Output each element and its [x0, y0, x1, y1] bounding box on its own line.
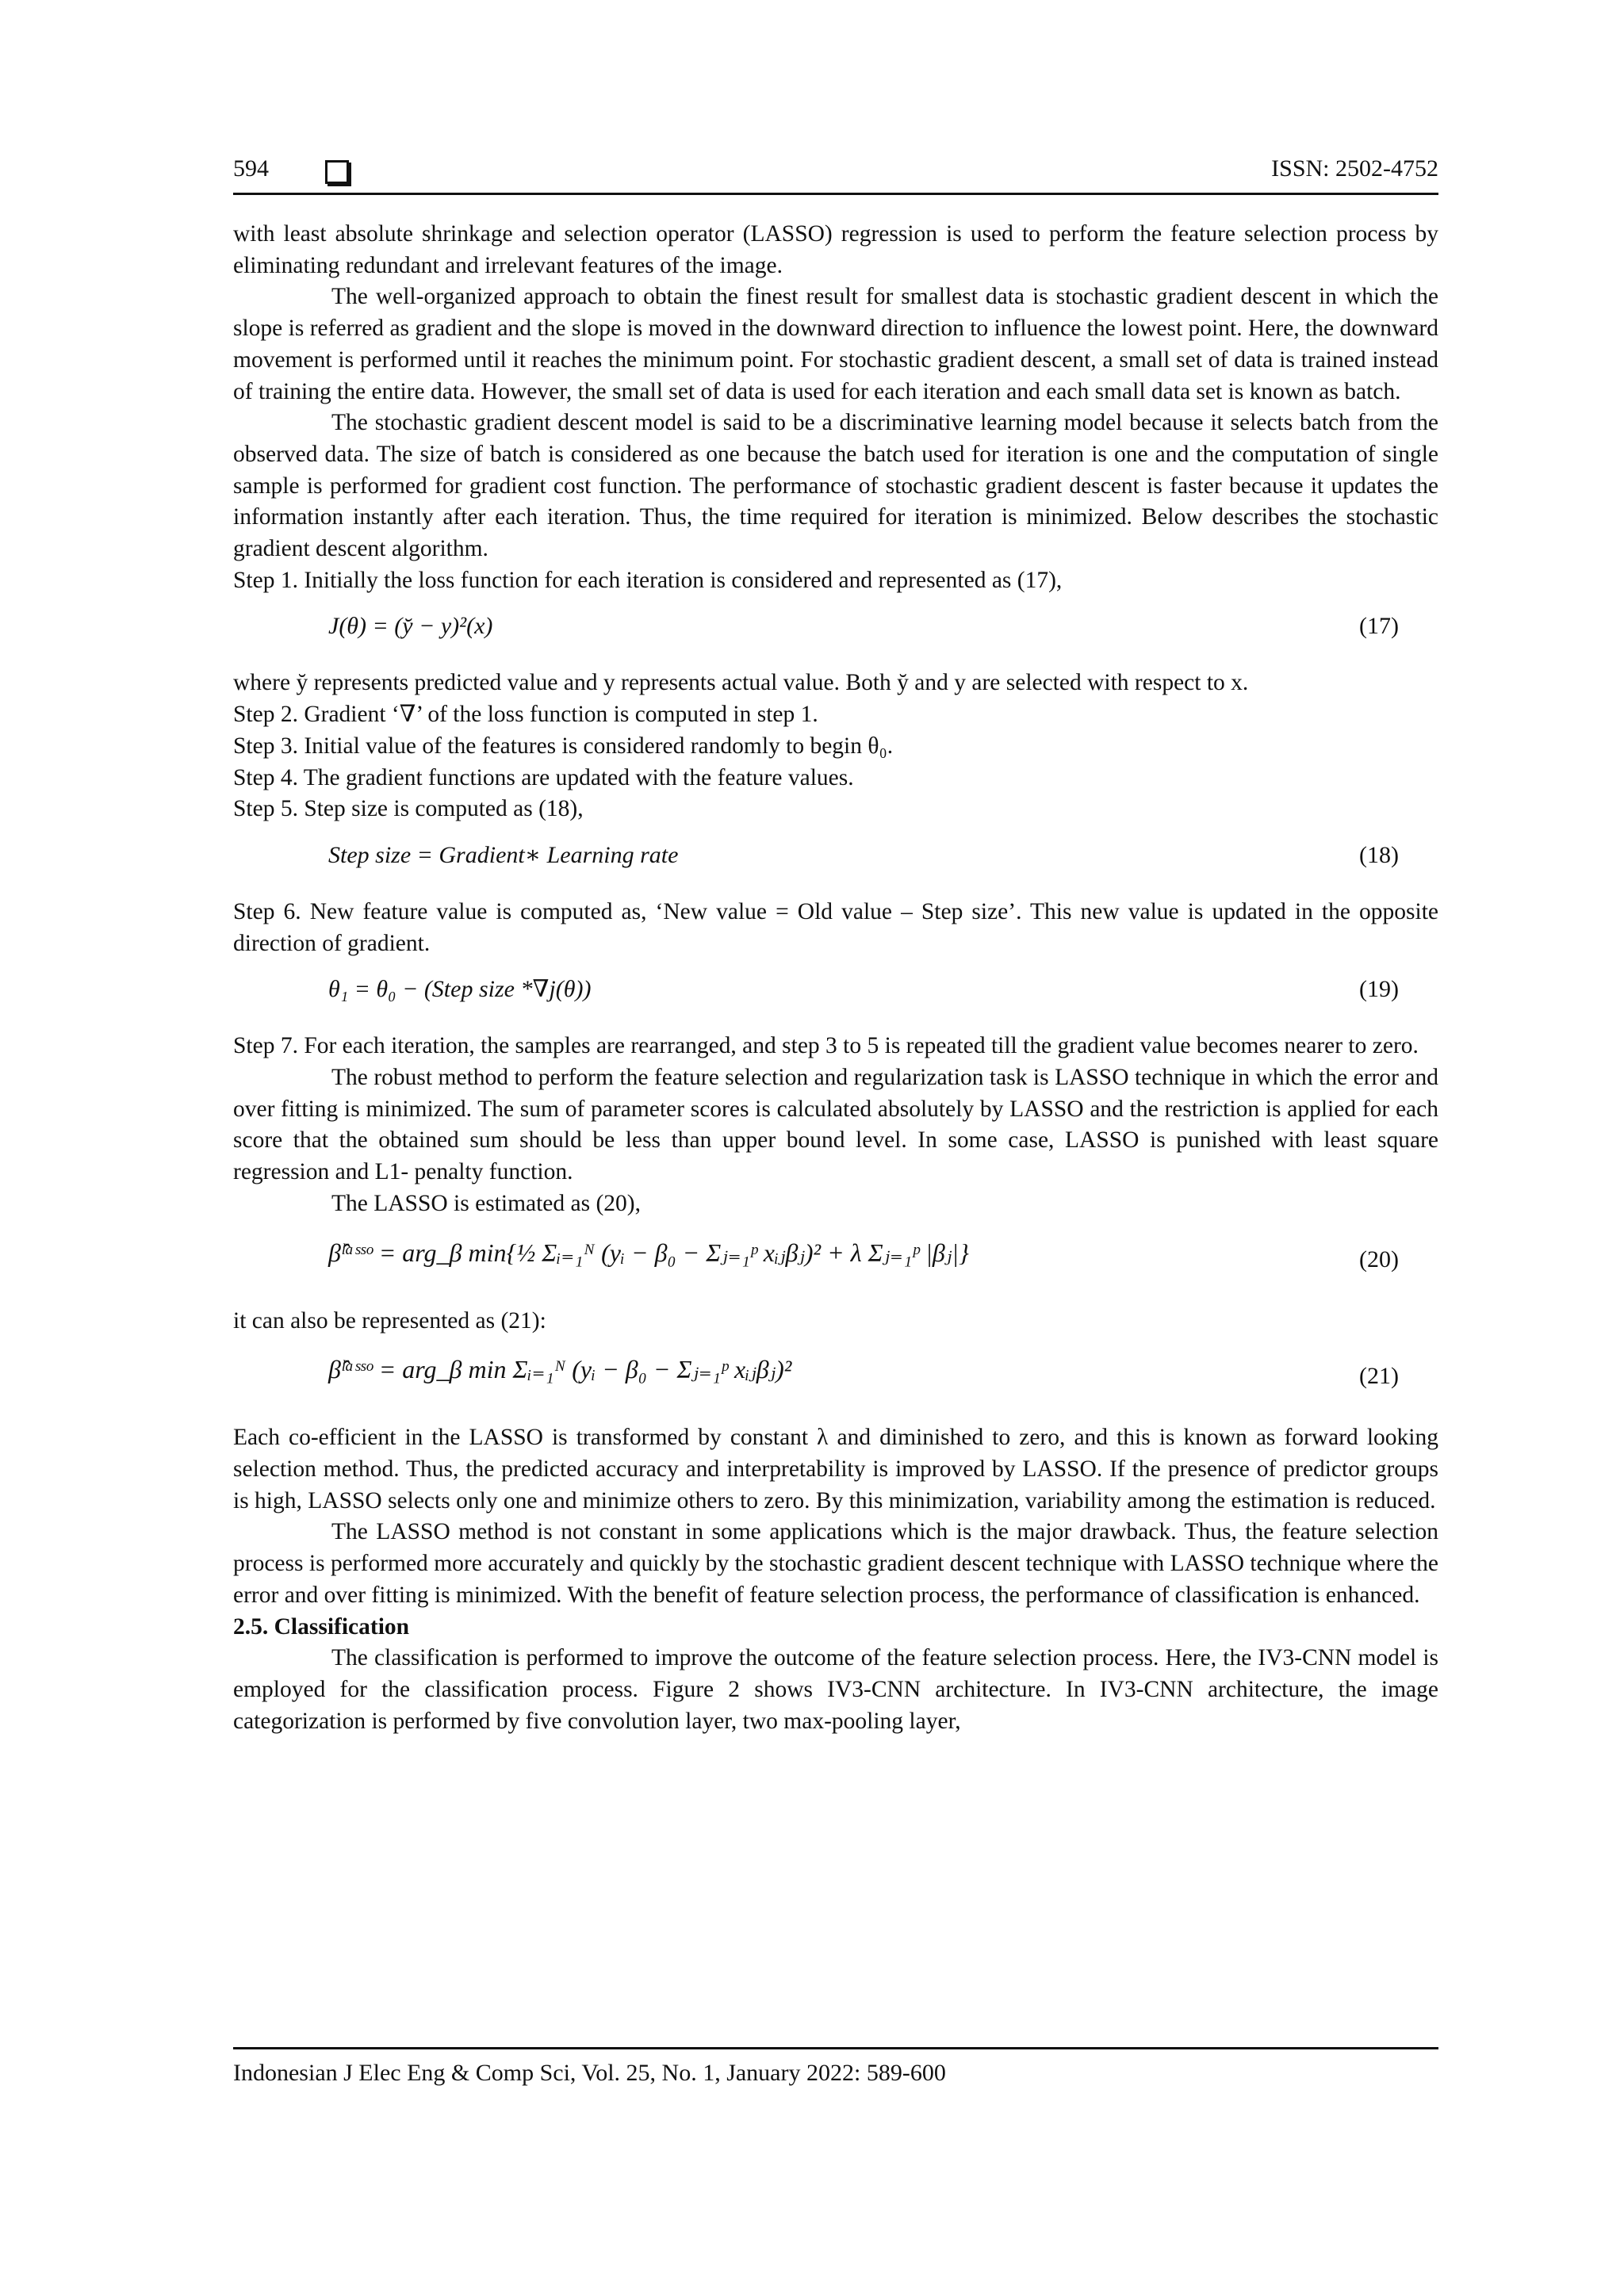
header-rule	[233, 193, 1438, 195]
footer-citation: Indonesian J Elec Eng & Comp Sci, Vol. 25, No. 1, January 2022: 589-600	[233, 2060, 946, 2086]
equation-number: (20)	[1359, 1246, 1399, 1272]
equation-20	[233, 1233, 1438, 1285]
equation-expression: β̂ˡᵃˢˢᵒ = arg_β min Σᵢ₌₁ᴺ (yᵢ − β₀ − Σⱼ₌₁ᵖ xᵢⱼβⱼ)²	[328, 1355, 792, 1384]
equation-number: (17)	[1359, 613, 1399, 640]
equation-19	[233, 974, 1438, 1012]
page-header	[233, 155, 1438, 195]
paragraph: The LASSO is estimated as (20),	[331, 1190, 641, 1216]
step-7: Step 7. For each iteration, the samples are rearranged, and step 3 to 5 is repeated till the gradient value becomes nearer to zero.	[233, 1033, 1419, 1059]
equation-expression: J(θ) = (y̆ − y)²(x)	[328, 613, 493, 640]
step-4: Step 4. The gradient functions are updated with the feature values.	[233, 764, 854, 790]
page-number: 594	[233, 155, 269, 182]
paragraph: The LASSO method is not constant in some applications which is the major drawback. Thus, the feature selection process is performed more accurately and quickly by the stochastic gradient descent technique with LASSO technique where the error and over fitting is minimized. With the benefit of feature selection process, the performance of classification is enhanced.	[233, 1519, 1438, 1608]
step-2: Step 2. Gradient ‘∇’ of the loss function is computed in step 1.	[233, 702, 818, 728]
step-1: Step 1. Initially the loss function for each iteration is considered and represented as (17),	[233, 567, 1063, 593]
equation-expression: θ₁ = θ₀ − (Step size *∇j(θ))	[328, 976, 592, 1003]
step-3: Step 3. Initial value of the features is considered randomly to begin θ₀.	[233, 733, 894, 759]
body-text	[233, 219, 1438, 1737]
section-heading: 2.5. Classification	[233, 1613, 410, 1640]
paragraph: with least absolute shrinkage and selection operator (LASSO) regression is used to perform the feature selection process by eliminating redundant and irrelevant features of the image.	[233, 221, 1438, 278]
step-6: Step 6. New feature value is computed as, ‘New value = Old value – Step size’. This new value is updated in the opposite direction of gradient.	[233, 898, 1438, 956]
equation-expression: Step size = Gradient∗ Learning rate	[328, 841, 679, 868]
checkbox-square-icon	[325, 160, 349, 184]
equation-number: (19)	[1359, 976, 1399, 1003]
equation-18	[233, 840, 1438, 878]
paragraph: The classification is performed to improve the outcome of the feature selection process. Here, the IV3-CNN model is employed for the classification process. Figure 2 shows IV3-CNN architecture. In IV3-CNN architecture, the image categorization is performed by five convolution layer, two max-pooling layer,	[233, 1645, 1438, 1734]
equation-number: (18)	[1359, 841, 1399, 868]
paragraph: The stochastic gradient descent model is said to be a discriminative learning model because it selects batch from the observed data. The size of batch is considered as one because the batch used for iteration is one and the computation of single sample is performed for gradient cost function. The performance of stochastic gradient descent is faster because it updates the information instantly after each iteration. Thus, the time required for iteration is minimized. Below describes the stochastic gradient descent algorithm.	[233, 410, 1438, 562]
equation-17	[233, 610, 1438, 649]
equation-expression: β̂ˡᵃˢˢᵒ = arg_β min{½ Σᵢ₌₁ᴺ (yᵢ − β₀ − Σⱼ₌₁ᵖ xᵢⱼβⱼ)² + λ Σⱼ₌₁ᵖ |βⱼ|}	[328, 1238, 969, 1267]
equation-number: (21)	[1359, 1363, 1399, 1390]
equation-21	[233, 1349, 1438, 1402]
issn: ISSN: 2502-4752	[1271, 155, 1438, 182]
paragraph: The well-organized approach to obtain the finest result for smallest data is stochastic gradient descent in which the slope is referred as gradient and the slope is moved in the downward direction to influence the lowest point. Here, the downward movement is performed until it reaches the minimum point. For stochastic gradient descent, a small set of data is trained instead of training the entire data. However, the small set of data is used for each iteration and each small data set is known as batch.	[233, 284, 1438, 404]
paragraph: The robust method to perform the feature selection and regularization task is LASSO technique in which the error and over fitting is minimized. The sum of parameter scores is calculated absolutely by LASSO and the restriction is applied for each score that the obtained sum should be less than upper bound level. In some case, LASSO is punished with least square regression and L1- penalty function.	[233, 1065, 1438, 1185]
paragraph: where y̆ represents predicted value and y represents actual value. Both y̆ and y are selected with respect to x.	[233, 670, 1249, 696]
paragraph: Each co-efficient in the LASSO is transformed by constant λ and diminished to zero, and this is known as forward looking selection method. Thus, the predicted accuracy and interpretability is improved by LASSO. If the presence of predictor groups is high, LASSO selects only one and minimize others to zero. By this minimization, variability among the estimation is reduced.	[233, 1425, 1438, 1513]
footer-rule	[233, 2047, 1438, 2049]
step-5: Step 5. Step size is computed as (18),	[233, 796, 584, 822]
paragraph: it can also be represented as (21):	[233, 1307, 546, 1334]
